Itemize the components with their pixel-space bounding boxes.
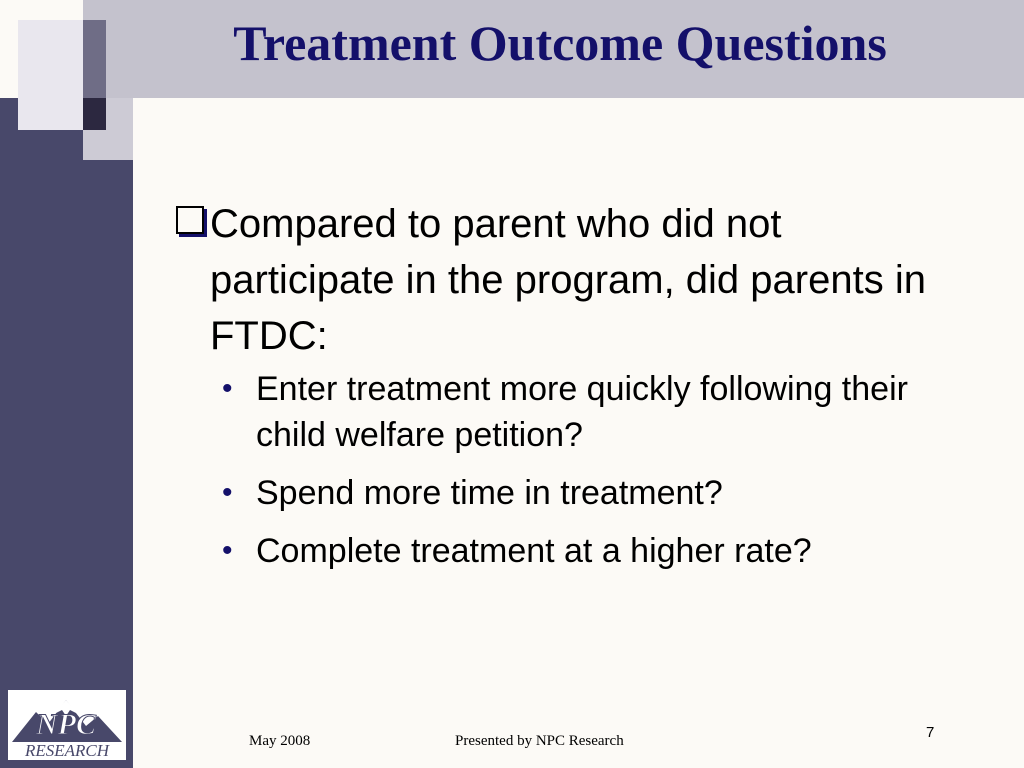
- decorative-square-pale-bottom: [83, 130, 133, 160]
- npc-research-logo: [8, 690, 126, 760]
- checkbox-bullet-icon: [176, 206, 204, 234]
- left-sidebar-bar: [0, 98, 133, 768]
- slide-title: Treatment Outcome Questions: [233, 15, 887, 71]
- logo-text-top: NPC: [36, 708, 96, 741]
- list-item: [222, 528, 960, 574]
- decorative-square-mid: [83, 20, 106, 98]
- page-number: 7: [926, 724, 935, 741]
- list-item-text: Enter treatment more quickly following their child welfare petition?: [256, 370, 908, 454]
- decorative-square-dark: [83, 98, 106, 130]
- bullet-icon: •: [222, 476, 233, 509]
- slide-content: [170, 196, 960, 586]
- sub-question-list: [222, 366, 960, 574]
- bullet-icon: •: [222, 372, 233, 405]
- logo-text-bottom: RESEARCH: [24, 741, 110, 760]
- list-item-text: Complete treatment at a higher rate?: [256, 532, 812, 570]
- main-question: [170, 196, 960, 364]
- footer-presenter: Presented by NPC Research: [455, 733, 624, 749]
- main-question-text: Compared to parent who did not participate in the program, did parents in FTDC:: [210, 202, 926, 358]
- list-item: [222, 470, 960, 516]
- footer-date: May 2008: [249, 733, 311, 749]
- bullet-icon: •: [222, 534, 233, 567]
- list-item: [222, 366, 960, 458]
- list-item-text: Spend more time in treatment?: [256, 474, 723, 512]
